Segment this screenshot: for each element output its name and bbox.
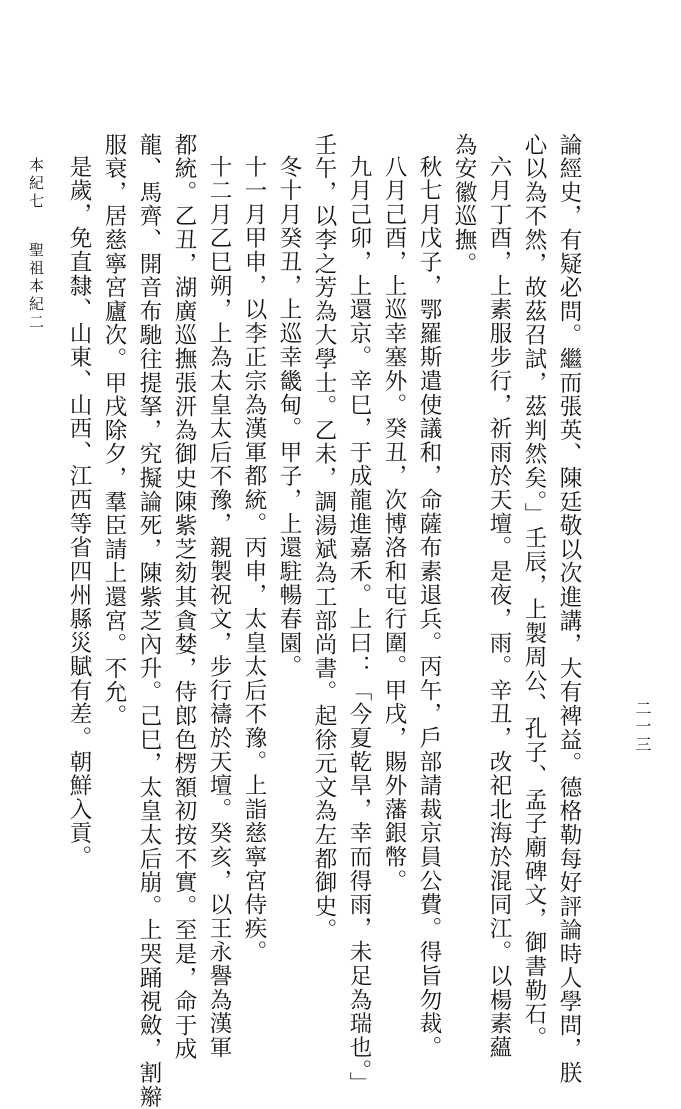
text-column-13: 龍、馬齊、開音布馳往提拏，究擬論死，陳紫芝內升。己巳，太皇太后崩。上哭踊視斂，割辮	[136, 133, 162, 1109]
page-number: 二一三	[633, 700, 652, 754]
running-header-title: 聖祖本紀二	[27, 242, 45, 332]
text-column-8: 壬午，以李之芳為大學士。乙未，調湯斌為工部尚書。起徐元文為左都御史。	[311, 133, 337, 943]
text-column-12: 都統。乙丑，湖廣巡撫張汧為御史陳紫芝劾其貪婪，侍郎色楞額初按不實。至是，命于成	[171, 133, 197, 1062]
text-column-15: 是歲，免直隸、山東、山西、江西等省四州縣災賦有差。朝鮮入貢。	[66, 155, 92, 869]
text-column-11: 十二月乙巳朔，上為太皇太后不豫，親製祝文，步行禱於天壇。癸亥，以王永譽為漢軍	[206, 155, 232, 1060]
text-column-6: 八月己酉，上巡幸塞外。癸丑，次博洛和屯行圍。甲戌，賜外藩銀幣。	[381, 155, 407, 893]
text-column-2: 心以為不然，故茲召試，茲判然矣。」壬辰，上製周公、孔子、孟子廟碑文，御書勒石。	[521, 133, 547, 1050]
text-column-7: 九月己卯，上還京。辛巳，于成龍進嘉禾。上曰：「今夏乾旱，幸而得雨，未足為瑞也。」	[346, 155, 372, 1096]
text-column-3: 六月丁酉，上素服步行，祈雨於天壇。是夜，雨。辛丑，改祀北海於混同江。以楊素蘊	[486, 155, 512, 1060]
running-header-chapter: 本紀七	[27, 157, 45, 211]
text-column-1: 論經史，有疑必問。繼而張英、陳廷敬以次進講，大有裨益。德格勒每好評論時人學問，朕	[556, 133, 582, 1085]
text-column-5: 秋七月戊子，鄂羅斯遣使議和，命薩布素退兵。丙午，戶部請裁京員公費。得旨勿裁。	[416, 155, 442, 1060]
text-column-14: 服衰，居慈寧宮廬次。甲戌除夕，羣臣請上還宮。不允。	[101, 133, 127, 728]
text-column-10: 十一月甲申，以李正宗為漢軍都統。丙申，太皇太后不豫。上詣慈寧宮侍疾。	[241, 155, 267, 965]
text-column-9: 冬十月癸丑，上巡幸畿甸。甲子，上還駐暢春園。	[276, 155, 302, 679]
text-column-4: 為安徽巡撫。	[451, 133, 477, 276]
